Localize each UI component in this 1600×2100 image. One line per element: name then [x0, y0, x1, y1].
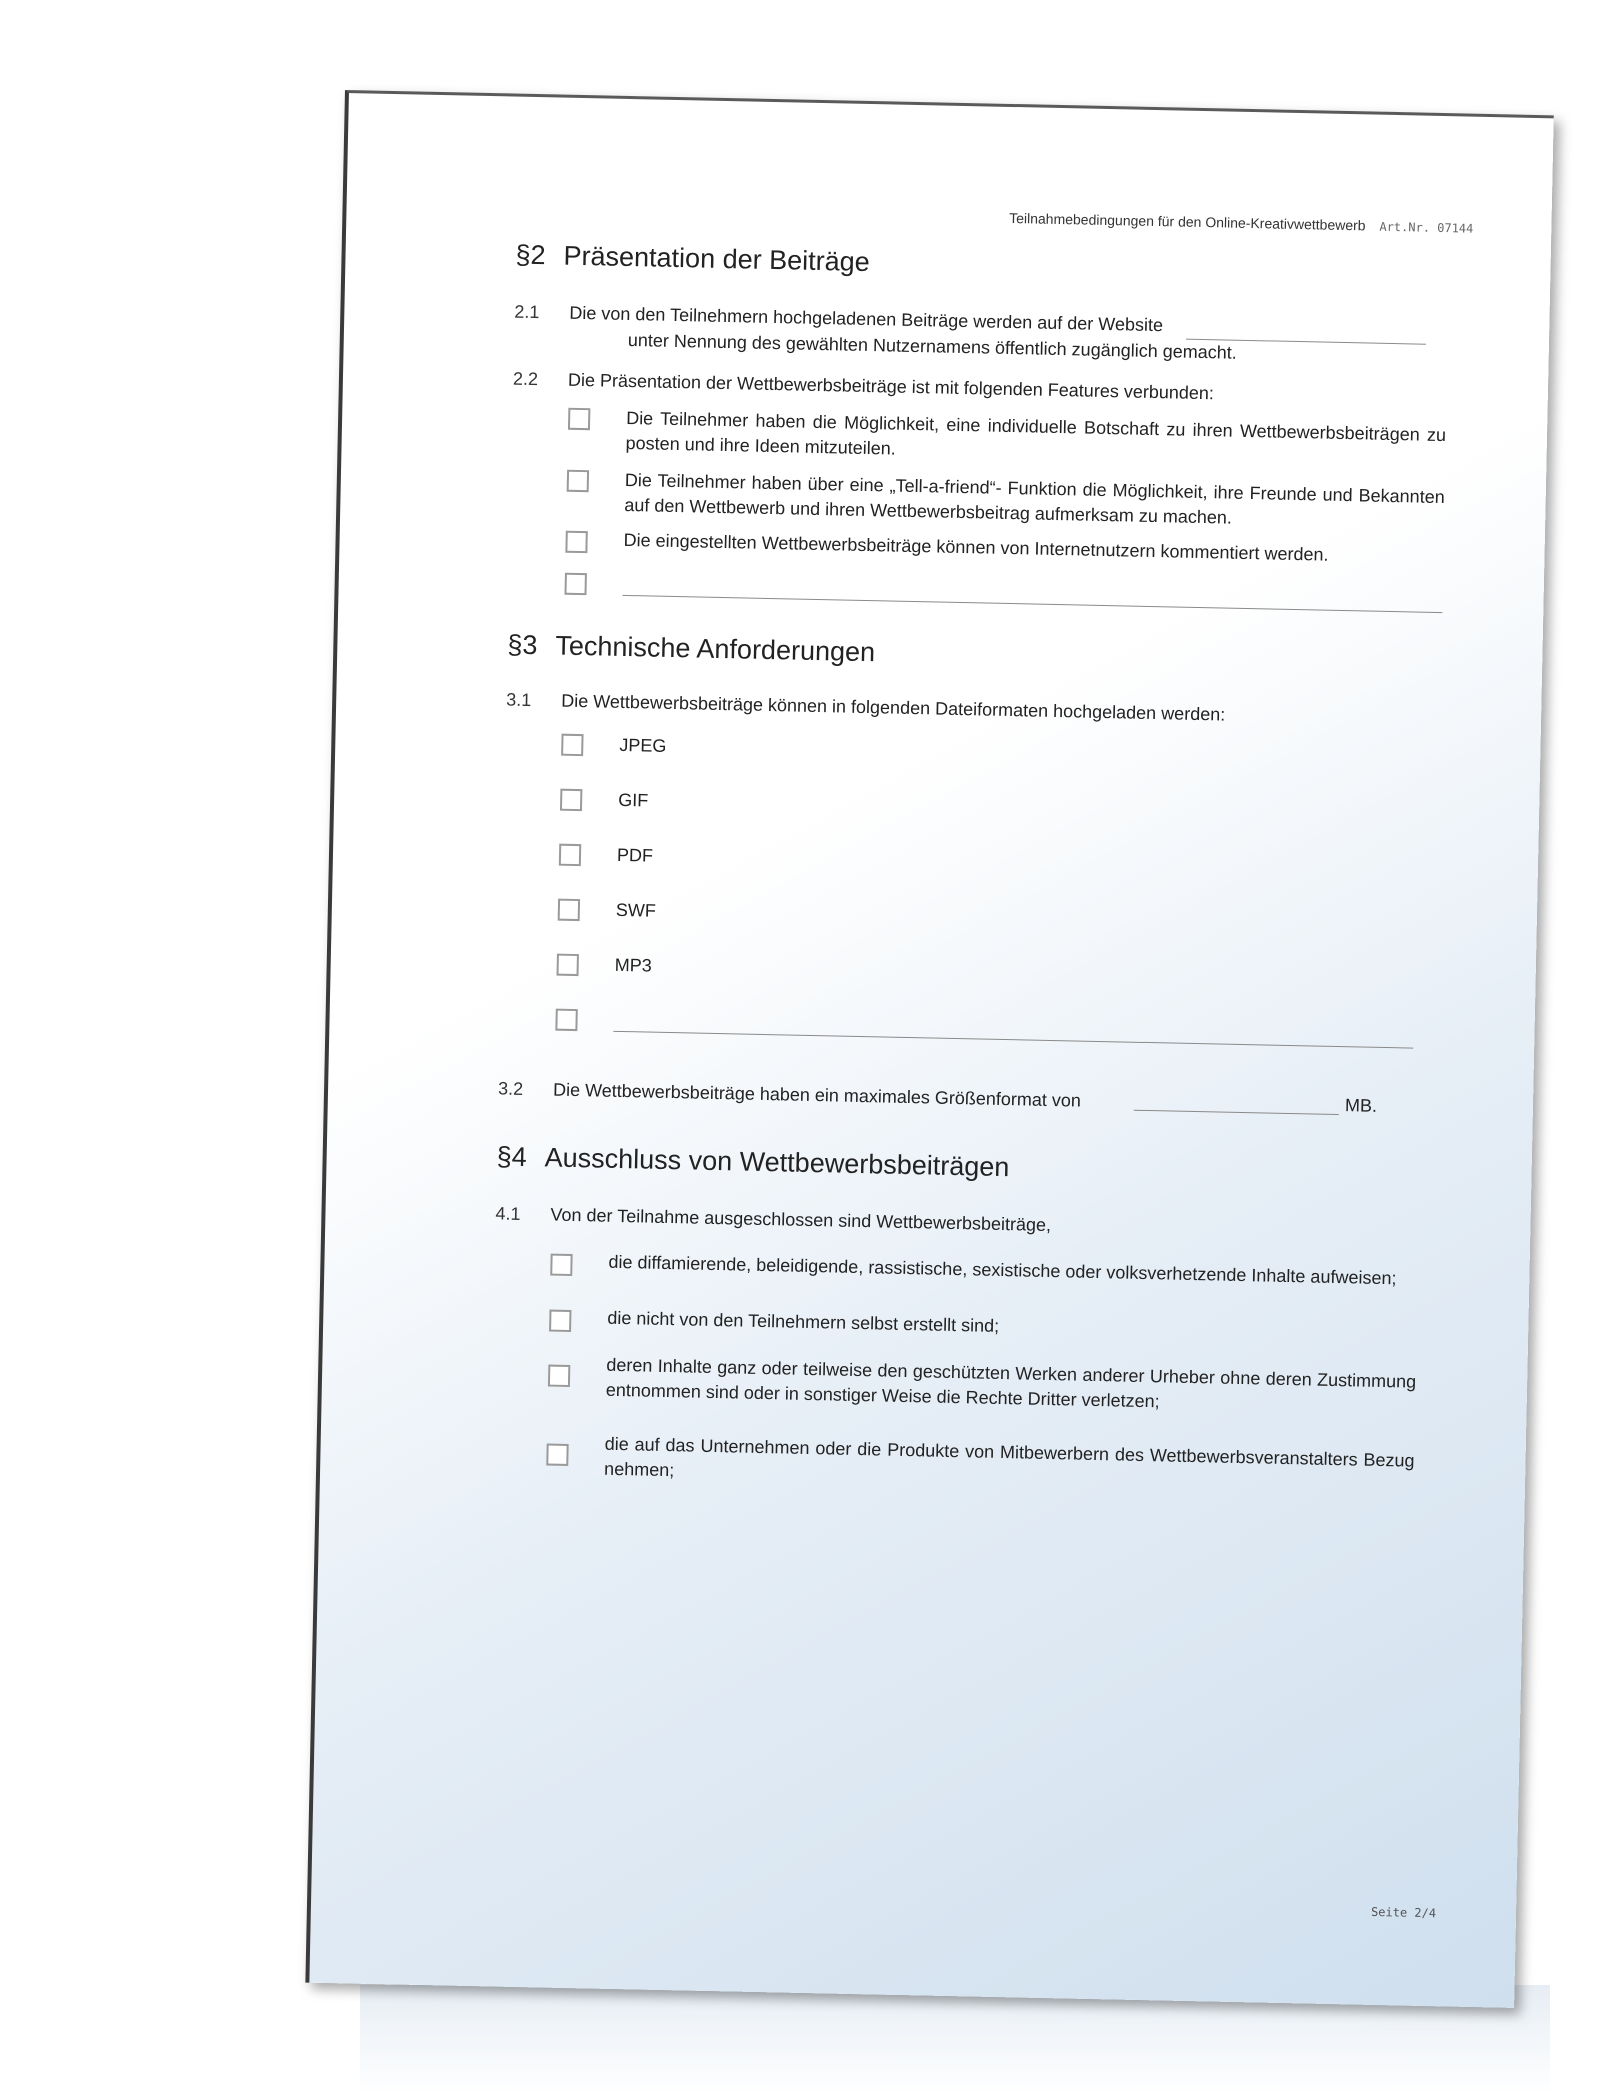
- feature-text-3: Die eingestellten Wettbewerbsbeiträge können von Internetnutzern kommentiert werden.: [623, 529, 1329, 565]
- section-4-title: Ausschluss von Wettbewerbsbeiträgen: [544, 1142, 1010, 1183]
- section-2-number: §2: [515, 239, 546, 271]
- page-number: Seite 2/4: [1370, 1904, 1437, 1921]
- section-3-heading: [507, 630, 875, 669]
- exclusion-checkbox-4[interactable]: [546, 1444, 568, 1466]
- format-checkbox-swf[interactable]: [558, 899, 580, 921]
- clause-2-2-text: Die Präsentation der Wettbewerbsbeiträge ist mit folgenden Features verbunden:: [567, 369, 1215, 404]
- max-size-input-line[interactable]: [1134, 1110, 1339, 1115]
- section-2-heading: [515, 240, 870, 278]
- section-4-number: §4: [496, 1141, 528, 1173]
- format-checkbox-pdf[interactable]: [559, 844, 581, 866]
- clause-4-1-text: Von der Teilnahme ausgeschlossen sind Wettbewerbsbeiträge,: [550, 1204, 1052, 1236]
- section-3-number: §3: [507, 629, 538, 661]
- format-label-jpeg: JPEG: [619, 734, 667, 756]
- feature-checkbox-custom[interactable]: [564, 573, 586, 595]
- format-checkbox-custom[interactable]: [555, 1009, 577, 1031]
- clause-2-2-number: 2.2: [512, 368, 539, 390]
- feature-text-1: Die Teilnehmer haben die Möglichkeit, eine individuelle Botschaft zu ihren Wettbewerbsbeiträgen zu posten und ihre Ideen mitzuteilen.: [625, 407, 1447, 459]
- feature-checkbox-1[interactable]: [568, 408, 590, 430]
- clause-2-1-line2: unter Nennung des gewählten Nutzernamens öffentlich zugänglich gemacht.: [627, 329, 1237, 363]
- clause-2-1-line1: Die von den Teilnehmern hochgeladenen Beiträge werden auf der Website: [569, 302, 1164, 336]
- exclusion-text-4: die auf das Unternehmen oder die Produkte von Mitbewerbern des Wettbewerbsveranstalters Bezug nehmen;: [603, 1433, 1415, 1481]
- exclusion-checkbox-2[interactable]: [549, 1310, 571, 1332]
- feature-checkbox-3[interactable]: [565, 531, 587, 553]
- format-label-mp3: MP3: [614, 954, 652, 976]
- clause-3-1-text: Die Wettbewerbsbeiträge können in folgenden Dateiformaten hochgeladen werden:: [561, 690, 1226, 725]
- format-label-gif: GIF: [617, 789, 649, 811]
- exclusion-text-1: die diffamierende, beleidigende, rassistische, sexistische oder volksverhetzende Inhalte aufweisen;: [608, 1251, 1397, 1289]
- header-title: Teilnahmebedingungen für den Online-Kreativwettbewerb: [1009, 209, 1366, 234]
- max-size-unit: MB.: [1344, 1095, 1378, 1116]
- clause-2-1-number: 2.1: [514, 301, 540, 323]
- feature-text-2: Die Teilnehmer haben über eine „Tell-a-friend“- Funktion die Möglichkeit, ihre Freunde und Bekannten auf den Wettbewerb und ihren Wettbewerbsbeitrag aufmerksam zu machen.: [624, 469, 1445, 528]
- clause-4-1-number: 4.1: [495, 1203, 521, 1224]
- format-custom-input-line[interactable]: [613, 1031, 1413, 1049]
- section-3-title: Technische Anforderungen: [555, 630, 876, 668]
- article-number: Art.Nr. 07144: [1379, 219, 1474, 236]
- format-checkbox-gif[interactable]: [560, 789, 582, 811]
- feature-checkbox-2[interactable]: [567, 470, 589, 492]
- exclusion-text-3: deren Inhalte ganz oder teilweise den geschützten Werken anderer Urheber ohne deren Zustimmung entnommen sind oder in sonstiger Weise die Rechte Dritter verletzen;: [605, 1354, 1417, 1412]
- format-checkbox-mp3[interactable]: [556, 954, 578, 976]
- clause-3-2-number: 3.2: [497, 1078, 524, 1099]
- document-page: [305, 90, 1553, 2008]
- format-label-swf: SWF: [615, 899, 657, 921]
- clause-3-1-number: 3.1: [506, 689, 532, 711]
- format-label-pdf: PDF: [616, 844, 654, 866]
- exclusion-text-2: die nicht von den Teilnehmern selbst erstellt sind;: [607, 1307, 1000, 1336]
- exclusion-checkbox-3[interactable]: [548, 1365, 570, 1387]
- page-header: [1009, 210, 1473, 236]
- clause-3-2-text: Die Wettbewerbsbeiträge haben ein maximales Größenformat von: [552, 1079, 1082, 1111]
- section-4-heading: [496, 1141, 1009, 1183]
- exclusion-checkbox-1[interactable]: [550, 1254, 572, 1276]
- format-checkbox-jpeg[interactable]: [561, 734, 583, 756]
- section-2-title: Präsentation der Beiträge: [563, 240, 871, 278]
- feature-custom-input-line[interactable]: [622, 595, 1442, 613]
